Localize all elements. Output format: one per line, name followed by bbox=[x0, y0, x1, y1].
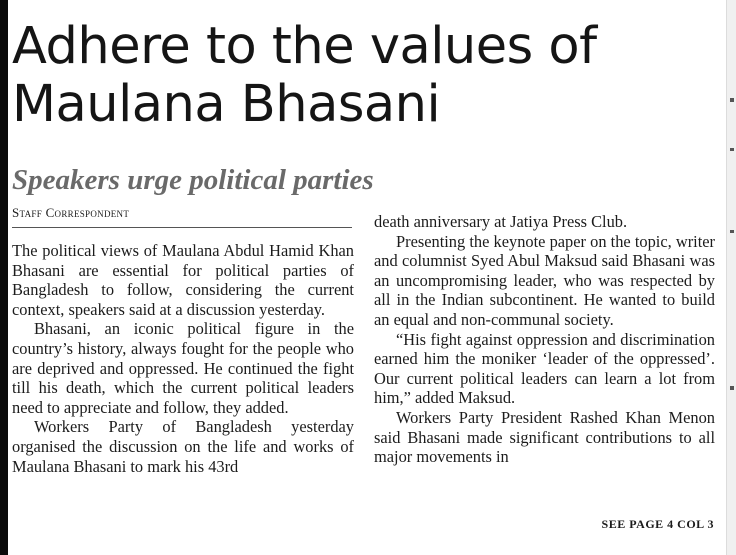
continuation-note: SEE PAGE 4 COL 3 bbox=[601, 517, 714, 531]
adjacent-column-mark bbox=[730, 148, 734, 151]
paragraph: Bhasani, an iconic political figure in the country’s history, always fought for the people who are deprived and oppressed. He continued the fight till his death, which the current political leaders need to appreciate and follow, they added. bbox=[12, 319, 354, 417]
adjacent-column-mark bbox=[730, 98, 734, 102]
paragraph: Workers Party of Bangladesh yesterday organised the discussion on the life and works of Maulana Bhasani to mark his 43rd bbox=[12, 417, 354, 476]
paragraph: “His fight against oppression and discrimination earned him the moniker ‘leader of the oppressed’. Our current political leaders can learn a lot from him,” added Maksud. bbox=[374, 329, 715, 408]
article-column-left bbox=[12, 241, 354, 476]
adjacent-column-mark bbox=[730, 386, 734, 390]
adjacent-column-mark bbox=[730, 230, 734, 233]
left-page-edge bbox=[0, 0, 8, 555]
article-column-right bbox=[374, 212, 715, 467]
paragraph: Workers Party President Rashed Khan Menon said Bhasani made significant contributions to all major movements in bbox=[374, 407, 715, 467]
paragraph: Presenting the keynote paper on the topic, writer and columnist Syed Abul Maksud said Bhasani was an uncompromising leader, who was respected by all in the Indian subcontinent. He wanted to build an equal and non-communal society. bbox=[374, 231, 715, 329]
subheadline: Speakers urge political parties bbox=[12, 164, 374, 196]
right-page-edge bbox=[726, 0, 736, 555]
headline: Adhere to the values of Maulana Bhasani bbox=[12, 17, 597, 134]
byline: Staff Correspondent bbox=[12, 205, 352, 228]
paragraph: death anniversary at Jatiya Press Club. bbox=[374, 212, 628, 231]
paragraph: The political views of Maulana Abdul Hamid Khan Bhasani are essential for political parties of Bangladesh to follow, considering the current context, speakers said at a discussion yesterday. bbox=[12, 241, 354, 319]
